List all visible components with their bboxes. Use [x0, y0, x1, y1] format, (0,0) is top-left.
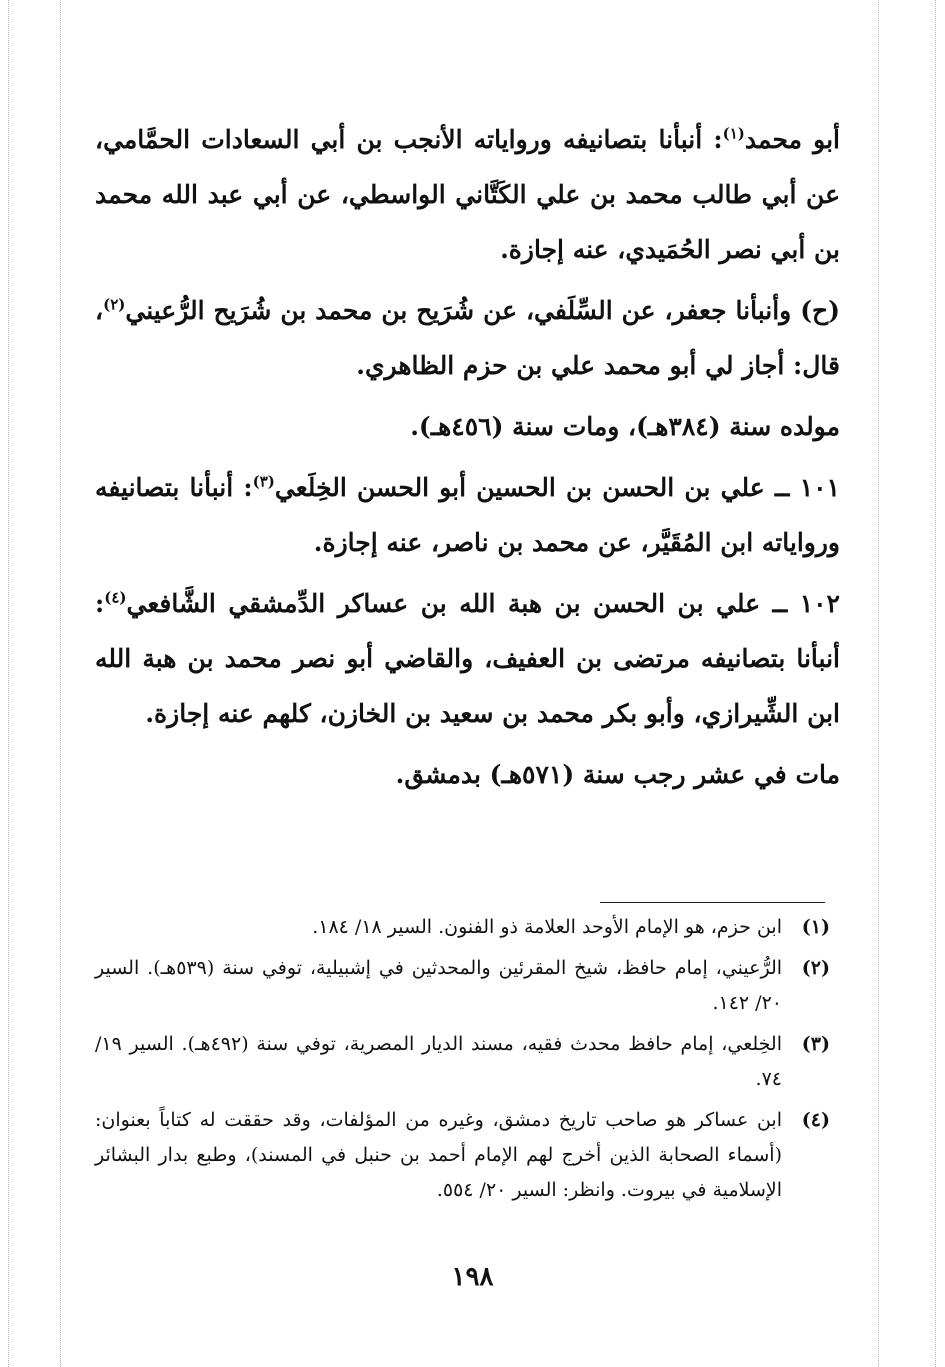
footnote-4 [95, 1103, 830, 1208]
page-number: ١٩٨ [451, 1262, 494, 1292]
footnote-ref[interactable]: (٤) [104, 588, 127, 607]
paragraph-death-date [95, 747, 840, 802]
footnotes [95, 910, 830, 1214]
paragraph-text: ، قال: أجاز لي أبو محمد علي بن حزم الظاهري. [95, 296, 840, 380]
footnote-text: ابن عساكر هو صاحب تاريخ دمشق، وغيره من المؤلفات، وقد حققت له كتاباً بعنوان: (أسماء الصحابة الذين أخرج لهم الإمام أحمد بن حنبل في المسند)، وطبع بدار البشائر الإسلامية في بيروت. وانظر: السير ٢٠/ ٥٥٤. [95, 1109, 782, 1201]
entry-heading: ١٠٢ ــ علي بن الحسن بن هبة الله بن عساكر الدِّمشقي الشَّافعي [126, 589, 840, 618]
margin-guide-left-inner [60, 0, 61, 1367]
paragraph-abu-muhammad [95, 112, 840, 277]
footnote-number: (٢) [801, 957, 830, 979]
paragraph-text: : أنبأنا بتصانيفه ورواياته الأنجب بن أبي السعادات الحمَّامي، عن أبي طالب محمد بن علي الكَتَّاني الواسطي، عن أبي عبد الله محمد بن أبي نصر الحُمَيدي، عنه إجازة. [95, 125, 840, 264]
entry-101 [95, 460, 840, 570]
footnote-text: ابن حزم، هو الإمام الأوحد العلامة ذو الفنون. السير ١٨/ ١٨٤. [312, 916, 782, 938]
footnote-3 [95, 1027, 830, 1097]
main-text [95, 112, 840, 802]
paragraph-text: (ح) وأنبأنا جعفر، عن السِّلَفي، عن شُرَيح بن محمد بن شُرَيح الرُّعيني [125, 296, 840, 325]
footnote-1 [95, 910, 830, 945]
entry-heading: ١٠١ ــ علي بن الحسن بن الحسين أبو الحسن الخِلَعي [274, 473, 840, 502]
paragraph-text: أبو محمد [744, 125, 840, 154]
footnote-text: الخِلعي، إمام حافظ محدث فقيه، مسند الديار المصرية، توفي سنة (٤٩٢هـ). السير ١٩/ ٧٤. [95, 1033, 782, 1090]
footnote-number: (١) [801, 916, 830, 938]
margin-guide-left [8, 0, 9, 1367]
footnote-number: (٣) [801, 1033, 830, 1055]
margin-guide-right-inner [878, 0, 879, 1367]
footnote-number: (٤) [801, 1109, 830, 1131]
footnote-ref[interactable]: (٢) [103, 295, 126, 314]
paragraph-text: : أنبأنا بتصانيفه مرتضى بن العفيف، والقاضي أبو نصر محمد بن هبة الله ابن الشِّيرازي، وأبو بكر محمد بن سعيد بن الخازن، كلهم عنه إجازة. [95, 589, 840, 728]
paragraph-text: مات في عشر رجب سنة (٥٧١هـ) بدمشق. [395, 760, 840, 789]
footnote-ref[interactable]: (١) [722, 124, 745, 143]
paragraph-text: مولده سنة (٣٨٤هـ)، ومات سنة (٤٥٦هـ). [410, 412, 840, 441]
footnote-text: الرُّعيني، إمام حافظ، شيخ المقرئين والمحدثين في إشبيلية، توفي سنة (٥٣٩هـ). السير ٢٠/ ١٤٢. [95, 957, 783, 1014]
footnote-2 [95, 951, 830, 1021]
entry-102 [95, 576, 840, 741]
footnote-separator [600, 902, 825, 903]
paragraph-birth-death [95, 399, 840, 454]
margin-guide-right [935, 0, 936, 1367]
paragraph-ha-chain [95, 283, 840, 393]
paragraph-text: : أنبأنا بتصانيفه ورواياته ابن المُقَيَّر، عن محمد بن ناصر، عنه إجازة. [95, 473, 840, 557]
footnote-ref[interactable]: (٣) [252, 472, 275, 491]
